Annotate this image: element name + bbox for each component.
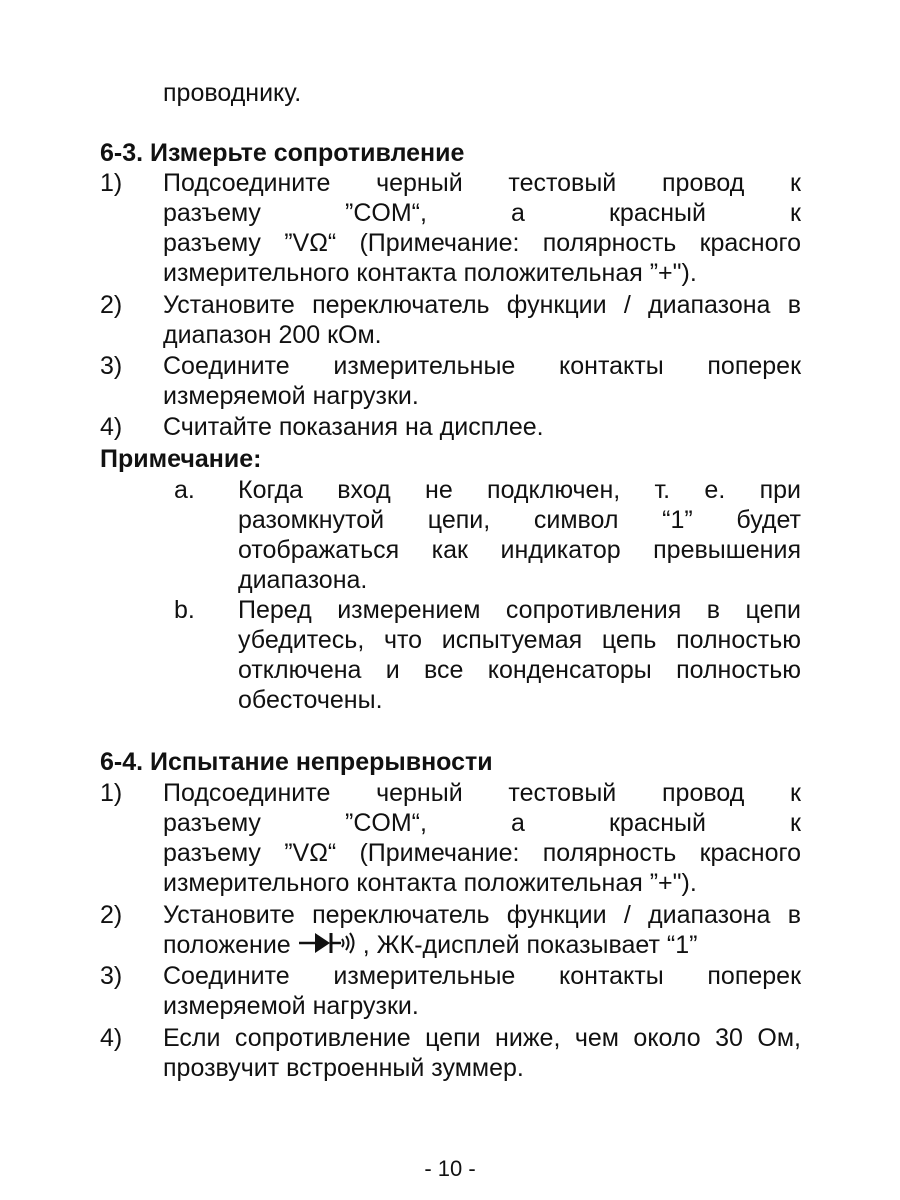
- note-text-line: разомкнутой цепи, символ “1” будет: [238, 506, 801, 534]
- step-number: 4): [100, 1024, 123, 1052]
- step-number: 2): [100, 291, 123, 319]
- note-text-line: диапазона.: [238, 566, 368, 594]
- step-number: 3): [100, 962, 123, 990]
- step-text-line: Соедините измерительные контакты поперек: [163, 962, 801, 990]
- note-text-line: убедитесь, что испытуемая цепь полностью: [238, 626, 801, 654]
- step-text-line-with-icon: [163, 930, 801, 963]
- step-text-line: разъему ”VΩ“ (Примечание: полярность красного: [163, 229, 801, 257]
- step-text-line: измеряемой нагрузки.: [163, 382, 419, 410]
- step-text-after-icon: , ЖК-дисплей показывает “1”: [362, 931, 698, 960]
- step-text-line: измеряемой нагрузки.: [163, 992, 419, 1020]
- section-64-heading: 6-4. Испытание непрерывности: [100, 748, 493, 776]
- step-text-line: прозвучит встроенный зуммер.: [163, 1054, 524, 1082]
- step-number: 4): [100, 413, 123, 441]
- note-heading: Примечание:: [100, 445, 262, 473]
- note-label: b.: [174, 596, 195, 624]
- note-text-line: обесточены.: [238, 686, 383, 714]
- note-text-line: отображаться как индикатор превышения: [238, 536, 801, 564]
- step-text-line: разъему ”COM“, а красный к: [163, 199, 801, 227]
- note-label: a.: [174, 476, 195, 504]
- step-text-line: Установите переключатель функции / диапазона в: [163, 291, 801, 319]
- step-text-line: Установите переключатель функции / диапазона в: [163, 901, 801, 929]
- note-text-line: Перед измерением сопротивления в цепи: [238, 596, 801, 624]
- step-text-line: диапазон 200 кОм.: [163, 321, 382, 349]
- step-text-line: Если сопротивление цепи ниже, чем около 30 Ом,: [163, 1024, 801, 1052]
- step-number: 2): [100, 901, 123, 929]
- step-text-line: Считайте показания на дисплее.: [163, 413, 544, 441]
- step-number: 3): [100, 352, 123, 380]
- section-63-heading: 6-3. Измерьте сопротивление: [100, 139, 465, 167]
- note-text-line: Когда вход не подключен, т. е. при: [238, 476, 801, 504]
- page-number: - 10 -: [424, 1156, 476, 1181]
- step-number: 1): [100, 169, 123, 197]
- step-number: 1): [100, 779, 123, 807]
- diode-continuity-icon: [297, 930, 359, 963]
- step-text-line: Подсоедините черный тестовый провод к: [163, 779, 801, 807]
- step-text-line: Соедините измерительные контакты поперек: [163, 352, 801, 380]
- intro-fragment: проводнику.: [163, 79, 302, 107]
- step-text-line: измерительного контакта положительная ”+").: [163, 869, 697, 897]
- step-text-before-icon: положение: [163, 931, 291, 960]
- step-text-line: разъему ”COM“, а красный к: [163, 809, 801, 837]
- step-text-line: разъему ”VΩ“ (Примечание: полярность красного: [163, 839, 801, 867]
- note-text-line: отключена и все конденсаторы полностью: [238, 656, 801, 684]
- step-text-line: Подсоедините черный тестовый провод к: [163, 169, 801, 197]
- step-text-line: измерительного контакта положительная ”+").: [163, 259, 697, 287]
